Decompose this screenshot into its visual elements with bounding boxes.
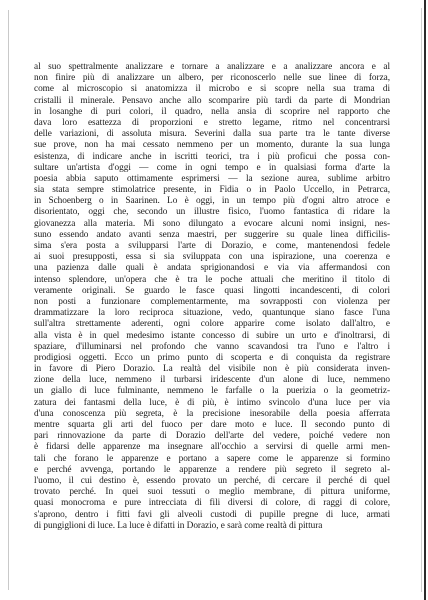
text-line: prodigiosi oggetti. Ecco un primo punto di scoperta e di conquista da registrare (34, 352, 390, 363)
text-line: esistenza, di indicare anche in iscritti teorici, tra i più proficui che possa con- (34, 151, 390, 162)
text-line: ai suoi presupposti, essa si sia sviluppata con una ispirazione, una coerenza e (34, 252, 390, 263)
text-line: drammatizzare la loro reciproca situazione, vedo, quantunque siano fasce l'una (34, 308, 390, 319)
text-line: zione della luce, nemmeno il turbarsi iridescente d'un alone di luce, nemmeno (34, 375, 390, 386)
text-line: spaziare, d'illuminarsi nel profondo che vanno scavandosi tra l'uno e l'altro i (34, 341, 390, 352)
text-line: dava loro esattezza di proporzioni e stretto legame, ritmo nel concentrarsi (34, 117, 390, 128)
text-line: non posti a funzionare complementarmente, ma sovrapposti con violenza per (34, 296, 390, 307)
text-line: d'una conoscenza più segreta, è la precisione inesorabile della poesia afferrata (34, 408, 390, 419)
text-line: disorientato, oggi che, secondo un illustre fisico, l'uomo fantastica di ridare la (34, 207, 390, 218)
text-line: s'aprono, dentro i fitti favi gli alveoli custodi di pupille pregne di luce, armati (34, 509, 390, 520)
text-line: zatura dei fantasmi della luce, è di più, è intimo svincolo d'una luce per via (34, 397, 390, 408)
text-line: poesia abbia saputo ottimamente esprimersi — la sezione aurea, sublime arbitro (34, 173, 390, 184)
text-line: tali che forano le apparenze e portano a sapere come le apparenze si formino (34, 453, 390, 464)
text-line: l'uomo, il cui destino è, essendo provato un perché, di cercare il perché di quel (34, 475, 390, 486)
text-line: cristalli il minerale. Pensavo anche allo scomparire più tardi da parte di Mondrian (34, 95, 390, 106)
page-left-edge (8, 10, 9, 590)
text-line: sima s'era posta a svilupparsi l'arte di Dorazio, e come, mantenendosi fedele (34, 241, 390, 251)
text-line: suno essendo andato avanti senza maestri, per suggerire su quale linea difficilis- (34, 229, 390, 240)
text-line: un giallo di luce fulminante, nemmeno le farfalle o la puerizia o la geometriz- (34, 386, 390, 397)
text-line: delle variazioni, di assoluta misura. Severini dalla sua parte tra le tante diverse (34, 129, 390, 140)
text-line: sull'altra strettamente aderenti, ogni colore apparire come isolato dall'altro, e (34, 319, 390, 330)
text-line: alla vista è in quel medesimo istante concesso di subire un urto e d'inoltrarsi, di (34, 330, 390, 341)
text-line: giovanezza alla materia. Mi sono dilungato a evocare alcuni nomi insigni, nes- (34, 218, 390, 229)
text-line: come al microscopio si anatomizza il microbo e si scopre nella sua trama di (34, 84, 390, 95)
text-line: una pazienza dalle quali è andata sprigionandosi e via via affermandosi con (34, 263, 390, 274)
text-line: sultare un'artista d'oggi — come in ogni tempo e in qualsiasi forma d'arte la (34, 162, 390, 173)
text-line: in Schoenberg o in Saarinen. Lo è oggi, in un tempo più d'ogni altro atroce e (34, 196, 390, 207)
text-line: di pungiglioni di luce. La luce è difatti in Dorazio, e sarà come realtà di pittura (34, 520, 323, 531)
text-line: pari rinnovazione da parte di Dorazio dell'arte del vedere, poiché vedere non (34, 431, 390, 442)
text-line: al suo spettralmente analizzare e tornare a analizzare e a analizzare ancora e al (34, 62, 390, 72)
text-line: mentre squarta gli arti del fuoco per dare moto e luce. Il secondo punto di (34, 420, 390, 430)
text-line: non finire più di analizzare un albero, per riconoscerlo nelle sue linee di forza, (34, 73, 390, 84)
text-line: è fidarsi delle apparenze ma insegnare all'occhio a servirsi di quelle armi men- (34, 442, 390, 453)
text-line: veramente originali. Se guardo le fasce quasi lingotti incandescenti, di colori (34, 285, 390, 296)
text-line: e perché avvenga, portando le apparenze a rendere più segreto il segreto al- (34, 464, 390, 475)
text-line: trovato perché. In quei suoi tessuti o meglio membrane, di pittura uniforme, (34, 487, 390, 498)
text-line: quasi monocroma e pure intrecciata di fili diversi di colore, di raggi di colore, (34, 498, 390, 509)
page-right-edge (424, 0, 426, 600)
text-line: sia stata sempre stimolatrice presente, in Fidia o in Paolo Uccello, in Petrarca, (34, 185, 390, 196)
text-line: sue prove, non ha mai cessato nemmeno per un momento, durante la sua lunga (34, 140, 390, 151)
page-right-inner-edge (421, 8, 422, 592)
text-line: in favore di Piero Dorazio. La realtà del visibile non è più considerata inven- (34, 364, 390, 375)
body-text (34, 62, 390, 532)
text-line: intenso splendore, un'opera che è tra le poche attuali che meritino il titolo di (34, 274, 390, 285)
text-line: in losanghe di puri colori, il quadro, nella ansia di scoprire nel rapporto che (34, 106, 390, 117)
